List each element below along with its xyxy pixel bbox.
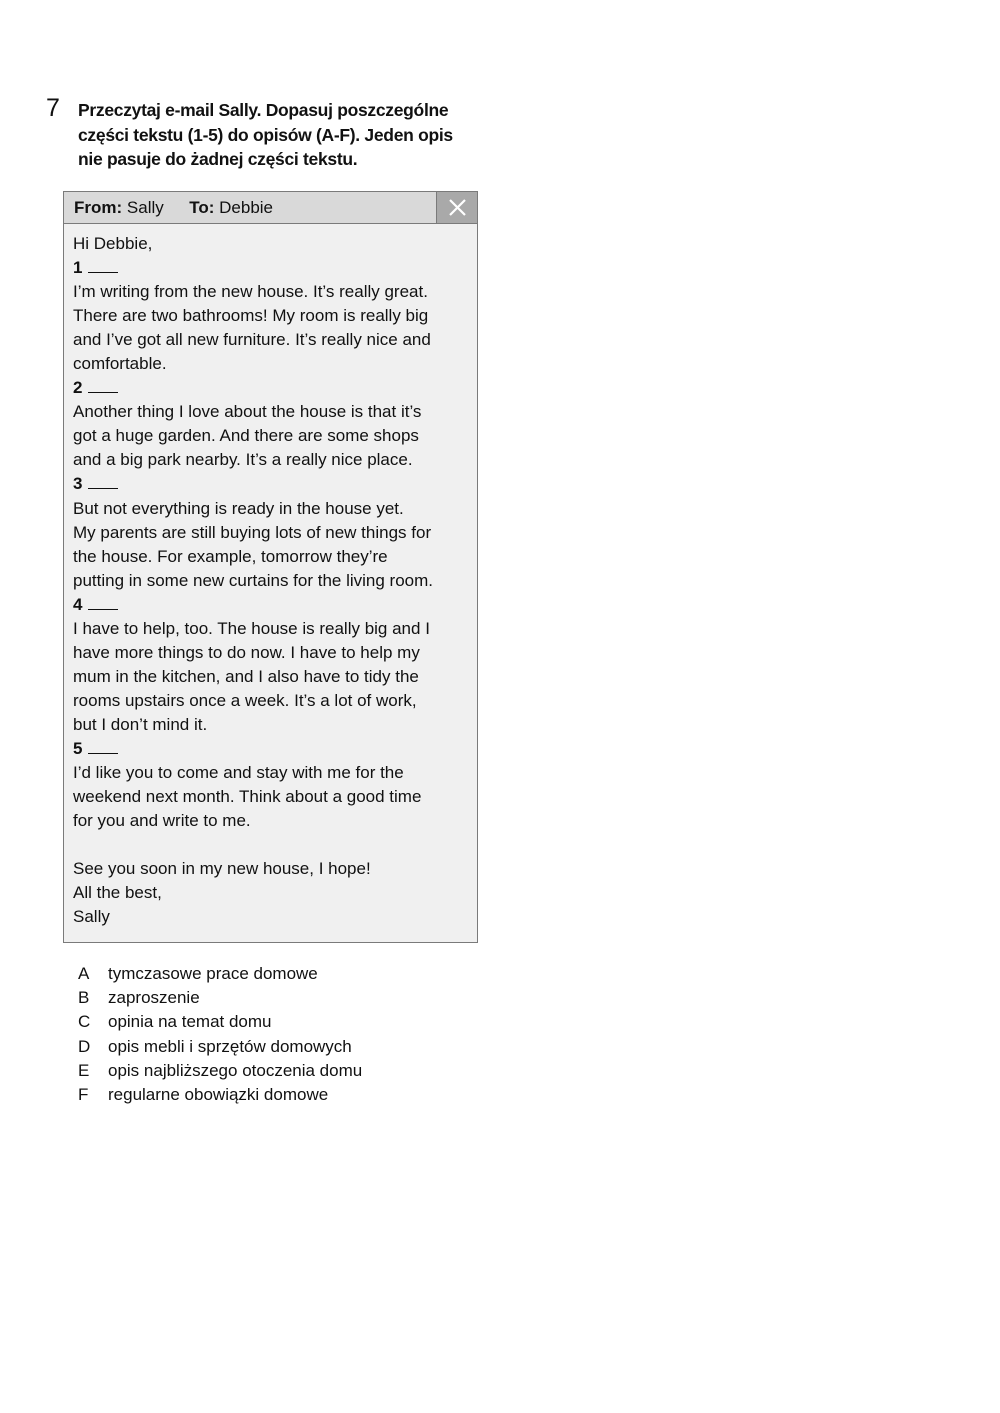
- exercise-number: 7: [46, 94, 60, 122]
- paragraph-number-5: [73, 737, 473, 761]
- paragraph-number: 3: [73, 474, 83, 494]
- option-d: [78, 1035, 498, 1059]
- paragraph-number: 5: [73, 738, 83, 758]
- option-letter: B: [78, 988, 90, 1008]
- email-line: mum in the kitchen, and I also have to tidy the: [73, 666, 419, 686]
- answer-blank: [88, 595, 118, 610]
- option-text: regularne obowiązki domowe: [108, 1084, 329, 1104]
- email-line: But not everything is ready in the house yet.: [73, 498, 404, 518]
- exercise-instruction: [78, 98, 478, 172]
- option-letter: C: [78, 1012, 91, 1032]
- email-line: the house. For example, tomorrow they’re: [73, 546, 388, 566]
- email-line: There are two bathrooms! My room is really big: [73, 306, 429, 326]
- close-icon: [448, 198, 467, 217]
- option-letter: D: [78, 1036, 91, 1056]
- answer-blank: [88, 258, 118, 273]
- paragraph-number-3: [73, 472, 473, 496]
- paragraph-number-1: [73, 256, 473, 280]
- answer-blank: [88, 474, 118, 489]
- email-line: rooms upstairs once a week. It’s a lot of work,: [73, 690, 417, 710]
- email-line: and I’ve got all new furniture. It’s really nice and: [73, 330, 431, 350]
- option-text: tymczasowe prace domowe: [108, 964, 318, 983]
- answer-options: [78, 962, 498, 1107]
- email-line: for you and write to me.: [73, 811, 251, 831]
- email-line: My parents are still buying lots of new things for: [73, 522, 432, 542]
- option-b: [78, 986, 498, 1010]
- email-line: Another thing I love about the house is that it’s: [73, 402, 422, 422]
- email-line: putting in some new curtains for the living room.: [73, 570, 434, 590]
- email-header-text: [74, 197, 273, 219]
- email-window: [63, 191, 478, 943]
- email-line: I have to help, too. The house is really big and I: [73, 618, 430, 638]
- option-text: opinia na temat domu: [108, 1012, 272, 1032]
- email-header: [64, 192, 477, 224]
- paragraph-number: 4: [73, 594, 83, 614]
- email-line: and a big park nearby. It’s a really nice place.: [73, 450, 413, 470]
- option-letter: F: [78, 1084, 89, 1104]
- email-greeting: Hi Debbie,: [73, 234, 153, 253]
- closing-line: See you soon in my new house, I hope!: [73, 859, 371, 879]
- instruction-line: Przeczytaj e-mail Sally. Dopasuj poszczególne: [78, 100, 449, 120]
- from-label: From:: [74, 198, 123, 217]
- email-line: got a huge garden. And there are some shops: [73, 426, 419, 446]
- paragraph-number: 2: [73, 378, 83, 398]
- email-line: I’d like you to come and stay with me for the: [73, 763, 404, 783]
- email-line: but I don’t mind it.: [73, 714, 208, 734]
- option-text: opis najbliższego otoczenia domu: [108, 1060, 363, 1080]
- email-line: comfortable.: [73, 354, 167, 374]
- paragraph-number: 1: [73, 258, 83, 278]
- instruction-line: części tekstu (1-5) do opisów (A-F). Jeden opis: [78, 124, 453, 145]
- email-line: have more things to do now. I have to help my: [73, 642, 420, 662]
- instruction-line: nie pasuje do żadnej części tekstu.: [78, 149, 358, 169]
- to-value: Debbie: [219, 198, 274, 217]
- email-body: [73, 232, 473, 929]
- closing-line: All the best,: [73, 883, 162, 903]
- from-value: Sally: [126, 198, 164, 217]
- option-text: zaproszenie: [108, 988, 200, 1008]
- option-letter: A: [78, 964, 90, 983]
- answer-blank: [88, 739, 118, 754]
- answer-blank: [88, 378, 118, 393]
- paragraph-number-4: [73, 593, 473, 617]
- option-letter: E: [78, 1060, 90, 1080]
- option-e: [78, 1059, 498, 1083]
- empty-line: [73, 833, 473, 857]
- option-f: [78, 1083, 498, 1107]
- option-a: [78, 962, 498, 986]
- paragraph-number-2: [73, 376, 473, 400]
- option-text: opis mebli i sprzętów domowych: [108, 1036, 352, 1056]
- email-line: weekend next month. Think about a good time: [73, 787, 422, 807]
- option-c: [78, 1010, 498, 1034]
- email-line: I’m writing from the new house. It’s really great.: [73, 282, 428, 302]
- signature: Sally: [73, 907, 110, 927]
- to-label: To:: [189, 198, 215, 217]
- close-button[interactable]: [436, 192, 477, 223]
